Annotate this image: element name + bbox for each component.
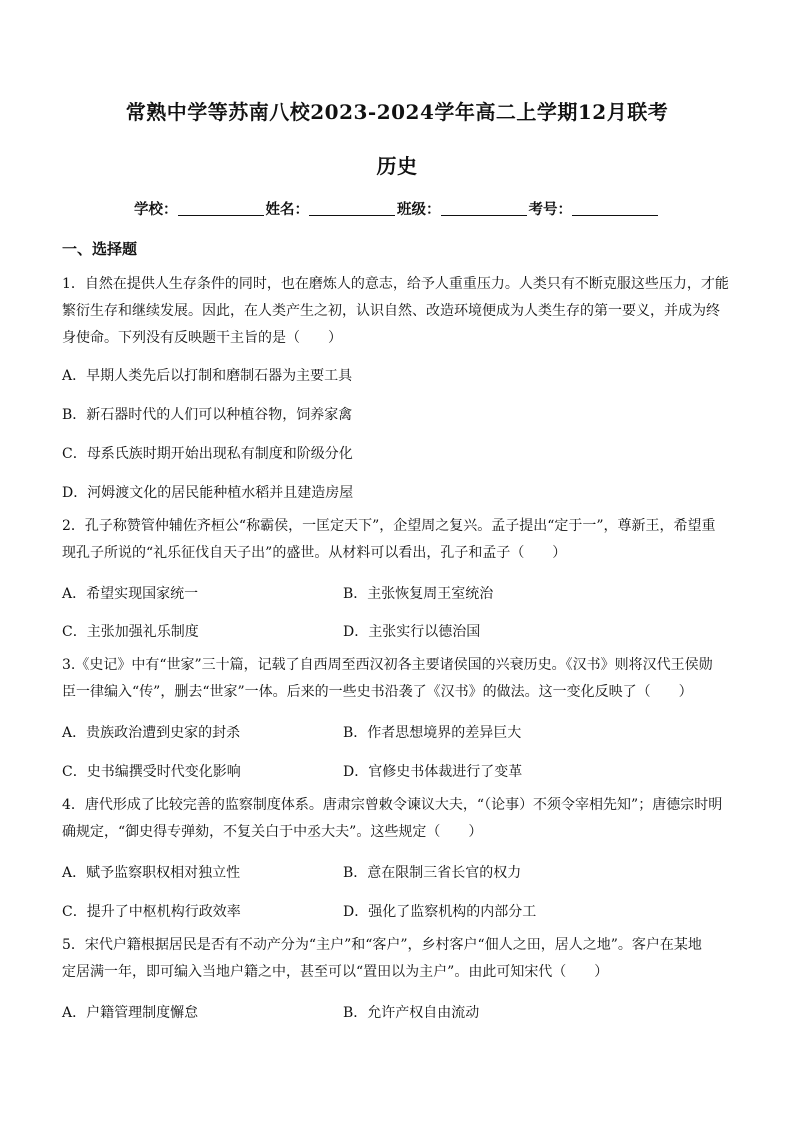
question-3-option-a[interactable]: A．贵族政治遭到史家的封杀 (62, 725, 241, 741)
name-label: 姓名： (265, 201, 309, 218)
question-5-option-a[interactable]: A．户籍管理制度懈怠 (62, 1005, 199, 1021)
question-stem-line: 2．孔子称赞管仲辅佐齐桓公“称霸侯，一匡定天下”，企望周之复兴。孟子提出“定于一”，尊新王，希望重 (62, 518, 716, 534)
exam-no-blank[interactable] (572, 201, 658, 216)
question-2-option-d[interactable]: D．主张实行以德治国 (343, 624, 481, 640)
question-stem-line: 繁衍生存和继续发展。因此，在人类产生之初，认识自然、改造环境便成为人类生存的第一要义，并成为终 (62, 303, 720, 319)
question-stem-line: 5．宋代户籍根据居民是否有不动产分为“主户”和“客户”，乡村客户“佃人之田，居人之地”。客户在某地 (62, 937, 702, 953)
question-stem-line: 3.《史记》中有“世家”三十篇，记载了自西周至西汉初各主要诸侯国的兴衰历史。《汉书》则将汉代王侯勋 (62, 657, 713, 673)
question-4-option-b[interactable]: B．意在限制三省长官的权力 (343, 865, 522, 881)
question-4-stem (62, 792, 734, 846)
question-stem-line: 4．唐代形成了比较完善的监察制度体系。唐肃宗曾敕令谏议大夫，“（论事）不须令宰相先知”；唐德宗时明 (62, 797, 723, 813)
question-4-option-a[interactable]: A．赋予监察职权相对独立性 (62, 865, 241, 881)
question-1-option-c[interactable]: C．母系氏族时期开始出现私有制度和阶级分化 (62, 446, 353, 462)
question-3-option-d[interactable]: D．官修史书体裁进行了变革 (343, 764, 523, 780)
question-4-option-c[interactable]: C．提升了中枢机构行政效率 (62, 904, 241, 920)
question-2-option-c[interactable]: C．主张加强礼乐制度 (62, 624, 199, 640)
class-label: 班级： (397, 201, 441, 218)
question-2-option-a[interactable]: A．希望实现国家统一 (62, 586, 199, 602)
question-4-option-d[interactable]: D．强化了监察机构的内部分工 (343, 904, 537, 920)
question-1-option-b[interactable]: B．新石器时代的人们可以种植谷物，饲养家禽 (62, 407, 353, 423)
school-blank[interactable] (178, 201, 264, 216)
exam-subject: 历史 (376, 154, 418, 178)
exam-no-label: 考号： (528, 201, 572, 218)
question-5-stem (62, 932, 734, 986)
question-stem-line: 臣一律编入“传”，删去“世家”一体。后来的一些史书沿袭了《汉书》的做法。这一变化反映了（ ） (62, 684, 693, 700)
question-stem-line: 确规定，“御史得专弹劾，不复关白于中丞大夫”。这些规定（ ） (62, 824, 483, 840)
question-3-option-c[interactable]: C．史书编撰受时代变化影响 (62, 764, 241, 780)
question-1-stem (62, 271, 734, 352)
class-blank[interactable] (441, 201, 527, 216)
question-stem-line: 定居满一年，即可编入当地户籍之中，甚至可以“置田以为主户”。由此可知宋代（ ） (62, 964, 609, 980)
question-3-option-b[interactable]: B．作者思想境界的差异巨大 (343, 725, 522, 741)
question-5-option-b[interactable]: B．允许产权自由流动 (343, 1005, 480, 1021)
question-stem-line: 现孔子所说的“礼乐征伐自天子出”的盛世。从材料可以看出，孔子和孟子（ ） (62, 545, 567, 561)
question-2-option-b[interactable]: B．主张恢复周王室统治 (343, 586, 494, 602)
question-stem-line: 身使命。下列没有反映题干主旨的是（ ） (62, 330, 342, 346)
student-info-line (0, 198, 794, 219)
question-3-stem (62, 652, 734, 706)
school-label: 学校： (134, 201, 178, 218)
question-1-option-d[interactable]: D．河姆渡文化的居民能种植水稻并且建造房屋 (62, 485, 354, 501)
question-1-option-a[interactable]: A．早期人类先后以打制和磨制石器为主要工具 (62, 368, 353, 384)
section-title: 一、选择题 (62, 240, 138, 258)
exam-title: 常熟中学等苏南八校2023-2024学年高二上学期12月联考 (125, 100, 669, 124)
question-stem-line: 1．自然在提供人生存条件的同时，也在磨炼人的意志，给予人重重压力。人类只有不断克服这些压力，才能 (62, 276, 729, 292)
name-blank[interactable] (309, 201, 395, 216)
question-2-stem (62, 513, 734, 567)
